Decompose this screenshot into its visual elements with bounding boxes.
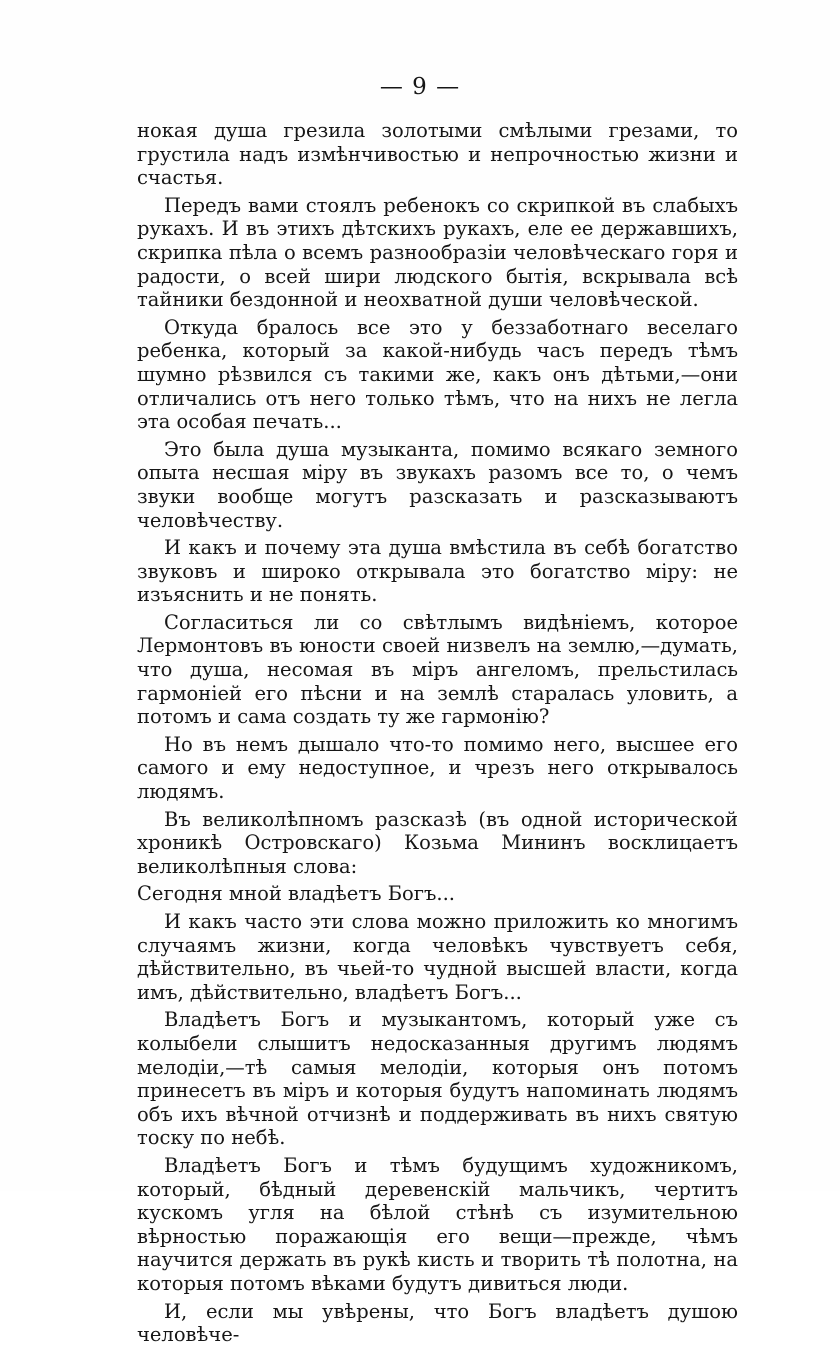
paragraph-7: Но въ немъ дышало что-то помимо него, высшее его самого и ему недоступное, и чрезъ него открывалось людямъ. bbox=[137, 732, 738, 804]
paragraph-3: Откуда бралось все это у беззаботнаго веселаго ребенка, который за какой-нибудь часъ передъ тѣмъ шумно рѣзвился съ такими же, какъ онъ дѣтьми,—они отличались отъ него только тѣмъ, что на нихъ не легла эта особая печать... bbox=[137, 315, 738, 434]
paragraph-2: Передъ вами стоялъ ребенокъ со скрипкой въ слабыхъ рукахъ. И въ этихъ дѣтскихъ рукахъ, еле ее державшихъ, скрипка пѣла о всемъ разнообразіи человѣческаго горя и радости, о всей шири людского бытія, вскрывала всѣ тайники бездонной и неохватной души человѣческой. bbox=[137, 193, 738, 312]
paragraph-1: нокая душа грезила золотыми смѣлыми грезами, то грустила надъ измѣнчивостью и непрочностью жизни и счастья. bbox=[137, 119, 738, 190]
quotation: Сегодня мной владѣетъ Богъ... bbox=[137, 882, 455, 906]
body-text bbox=[137, 119, 738, 1351]
paragraph-10: Владѣетъ Богъ и музыкантомъ, который уже съ колыбели слышитъ недосказанныя другимъ людямъ мелодіи,—тѣ самыя мелодіи, которыя онъ потомъ принесетъ въ міръ и которыя будутъ напоминать людямъ объ ихъ вѣчной отчизнѣ и поддерживать въ нихъ святую тоску по небѣ. bbox=[137, 1008, 738, 1150]
paragraph-4: Это была душа музыканта, помимо всякаго земного опыта несшая міру въ звукахъ разомъ все то, о чемъ звуки вообще могутъ разсказать и разсказываютъ человѣчеству. bbox=[137, 437, 738, 532]
paragraph-6: Согласиться ли со свѣтлымъ видѣніемъ, которое Лермонтовъ въ юности своей низвелъ на землю,—думать, что душа, несомая въ міръ ангеломъ, прельстилась гармоніей его пѣсни и на землѣ старалась уловить, а потомъ и сама создать ту же гармонію? bbox=[137, 610, 738, 729]
paragraph-5: И какъ и почему эта душа вмѣстила въ себѣ богатство звуковъ и широко открывала это богатство міру: не изъяснить и не понять. bbox=[137, 536, 738, 607]
paragraph-9: И какъ часто эти слова можно приложить ко многимъ случаямъ жизни, когда человѣкъ чувствуетъ себя, дѣйствительно, въ чьей-то чудной высшей власти, когда имъ, дѣйствительно, владѣетъ Богъ... bbox=[137, 910, 738, 1004]
paragraph-8: Въ великолѣпномъ разсказѣ (въ одной исторической хроникѣ Островскаго) Козьма Мининъ восклицаетъ великолѣпныя слова: bbox=[137, 807, 738, 878]
page-number: — 9 — bbox=[379, 74, 461, 100]
paragraph-12: И, если мы увѣрены, что Богъ владѣетъ душою человѣче- bbox=[137, 1299, 738, 1347]
paragraph-11: Владѣетъ Богъ и тѣмъ будущимъ художникомъ, который, бѣдный деревенскій мальчикъ, чертитъ кускомъ угля на бѣлой стѣнѣ съ изумительною вѣрностью поражающія его вещи—прежде, чѣмъ научится держать въ рукѣ кисть и творить тѣ полотна, на которыя потомъ вѣками будутъ дивиться люди. bbox=[137, 1153, 738, 1295]
